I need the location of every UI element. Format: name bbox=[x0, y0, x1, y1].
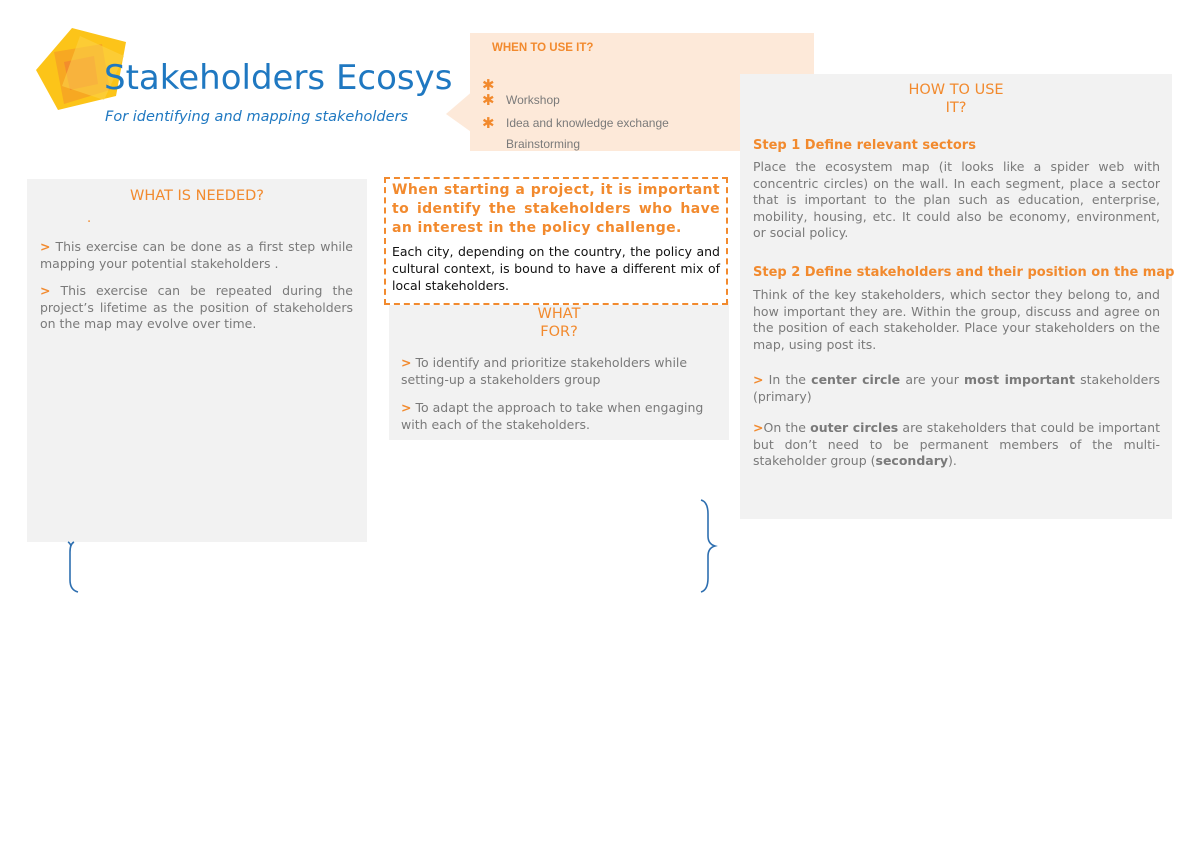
intro-highlight-box bbox=[384, 177, 728, 305]
what-for-heading-line1: WHAT bbox=[537, 306, 581, 322]
what-for-heading-line2: FOR? bbox=[540, 324, 578, 340]
how-to-use-panel bbox=[740, 74, 1175, 519]
what-for-point-2: > To adapt the approach to take when engaging with each of the stakeholders. bbox=[401, 400, 704, 432]
when-item-idea-exchange bbox=[482, 112, 669, 134]
when-item-brainstorming bbox=[482, 133, 580, 155]
page-subtitle: For identifying and mapping stakeholders bbox=[105, 109, 409, 125]
dot-marker: . bbox=[87, 211, 92, 226]
asterisk-icon: ✱ bbox=[482, 115, 495, 132]
step2-center-circle: > In the center circle are your most important stakeholders (primary) bbox=[753, 372, 1161, 404]
how-to-use-heading-line2: IT? bbox=[945, 100, 967, 116]
what-for-panel bbox=[389, 301, 729, 440]
needed-point-2: > This exercise can be repeated during the project’s lifetime as the position of stakeholders on the map may evolve over time. bbox=[40, 283, 353, 331]
when-item-label: Brainstorming bbox=[506, 137, 581, 151]
intro-highlight-heading: When starting a project, it is important to identify the stakeholders who have an interest in the policy challenge. bbox=[392, 182, 720, 236]
what-for-point-1: > To identify and prioritize stakeholders while setting-up a stakeholders group bbox=[401, 355, 688, 387]
step2-title: Step 2 Define stakeholders and their position on the map bbox=[753, 265, 1175, 280]
what-is-needed-heading: WHAT IS NEEDED? bbox=[130, 188, 264, 204]
how-to-use-heading-line1: HOW TO USE bbox=[908, 82, 1004, 98]
left-brace-icon bbox=[62, 540, 86, 594]
asterisk-icon: ✱ bbox=[482, 77, 495, 94]
step2-outer-circles: >On the outer circles are stakeholders that could be important but don’t need to be permanent members of the multi- stakeholder group (secondary). bbox=[753, 420, 1160, 468]
right-brace-icon bbox=[697, 498, 721, 594]
when-to-use-title: WHEN TO USE IT? bbox=[492, 42, 594, 54]
step2-text: Think of the key stakeholders, which sector they belong to, and how important they are. Within the group, discuss and agree on the position of each stakeholder. Place your stakeholders on the map, using post its. bbox=[753, 287, 1160, 352]
step1-title: Step 1 Define relevant sectors bbox=[753, 138, 976, 153]
when-item-label: Idea and knowledge exchange bbox=[506, 116, 669, 130]
what-is-needed-panel bbox=[27, 179, 367, 542]
when-item-workshop bbox=[482, 89, 560, 111]
step1-text: Place the ecosystem map (it looks like a spider web with concentric circles) on the wall. In each segment, place a sector that is important to the plan such as education, enterprise, mobility, housing, etc. It could also be economy, environment, or social policy. bbox=[753, 159, 1160, 240]
needed-point-1: > This exercise can be done as a first step while mapping your potential stakeholders . bbox=[40, 239, 353, 271]
when-item-label: Workshop bbox=[506, 93, 560, 107]
asterisk-icon: ✱ bbox=[482, 92, 495, 109]
intro-highlight-body: Each city, depending on the country, the policy and cultural context, is bound to have a different mix of local stakeholders. bbox=[392, 244, 720, 293]
page-title: Stakeholders Ecosys bbox=[104, 58, 453, 98]
